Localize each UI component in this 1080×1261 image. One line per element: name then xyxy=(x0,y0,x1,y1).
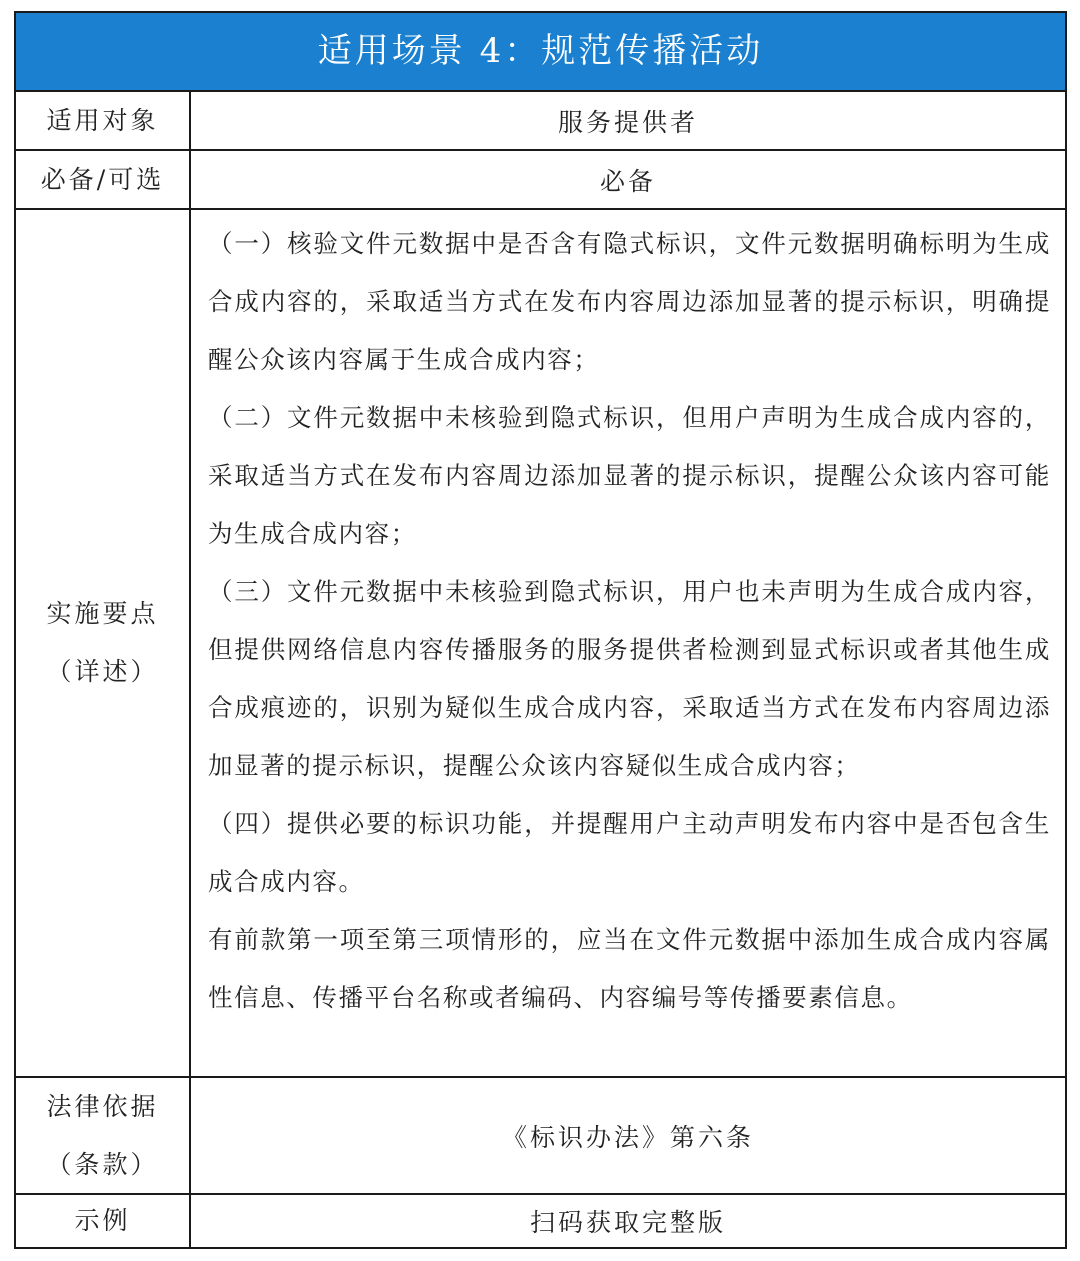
detail-paragraph-4: （四）提供必要的标识功能，并提醒用户主动声明发布内容中是否包含生成合成内容。 xyxy=(208,809,1051,896)
legal-basis-value: 《标识办法》第六条 xyxy=(501,1122,754,1152)
row-details xyxy=(16,210,1065,1078)
detail-paragraph-2: （二）文件元数据中未核验到隐式标识，但用户声明为生成合成内容的，采取适当方式在发布内容周边添加显著的提示标识，提醒公众该内容可能为生成合成内容； xyxy=(208,403,1051,548)
example-label-text: 示例 xyxy=(74,1206,131,1235)
target-label xyxy=(16,92,191,149)
example-value: 扫码获取完整版 xyxy=(529,1208,726,1237)
legal-basis-label-line2: （条款） xyxy=(46,1149,159,1179)
requirement-label-text: 必备/可选 xyxy=(40,164,165,194)
legal-basis-label-line1: 法律依据 xyxy=(46,1091,159,1121)
legal-basis-label xyxy=(16,1078,191,1193)
row-requirement xyxy=(16,151,1065,210)
row-target xyxy=(16,92,1065,151)
details-label-line2: （详述） xyxy=(46,657,159,686)
table-title: 适用场景 4：规范传播活动 xyxy=(16,13,1065,92)
details-label-line1: 实施要点 xyxy=(46,599,159,628)
detail-paragraph-1: （一）核验文件元数据中是否含有隐式标识，文件元数据明确标明为生成合成内容的，采取适当方式在发布内容周边添加显著的提示标识，明确提醒公众该内容属于生成合成内容； xyxy=(208,229,1051,374)
details-label xyxy=(16,210,191,1076)
details-content xyxy=(191,210,1065,1076)
requirement-value: 必备 xyxy=(599,166,656,196)
row-legal-basis xyxy=(16,1078,1065,1195)
row-example xyxy=(16,1195,1065,1247)
target-value: 服务提供者 xyxy=(557,107,698,137)
scenario-table xyxy=(14,11,1067,1249)
example-label xyxy=(16,1195,191,1247)
detail-paragraph-3: （三）文件元数据中未核验到隐式标识，用户也未声明为生成合成内容，但提供网络信息内容传播服务的服务提供者检测到显式标识或者其他生成合成痕迹的，识别为疑似生成合成内容，采取适当方式在发布内容周边添加显著的提示标识，提醒公众该内容疑似生成合成内容； xyxy=(208,577,1051,780)
target-label-text: 适用对象 xyxy=(46,105,159,135)
detail-paragraph-5: 有前款第一项至第三项情形的，应当在文件元数据中添加生成合成内容属性信息、传播平台名称或者编码、内容编号等传播要素信息。 xyxy=(208,925,1051,1012)
requirement-label xyxy=(16,151,191,208)
